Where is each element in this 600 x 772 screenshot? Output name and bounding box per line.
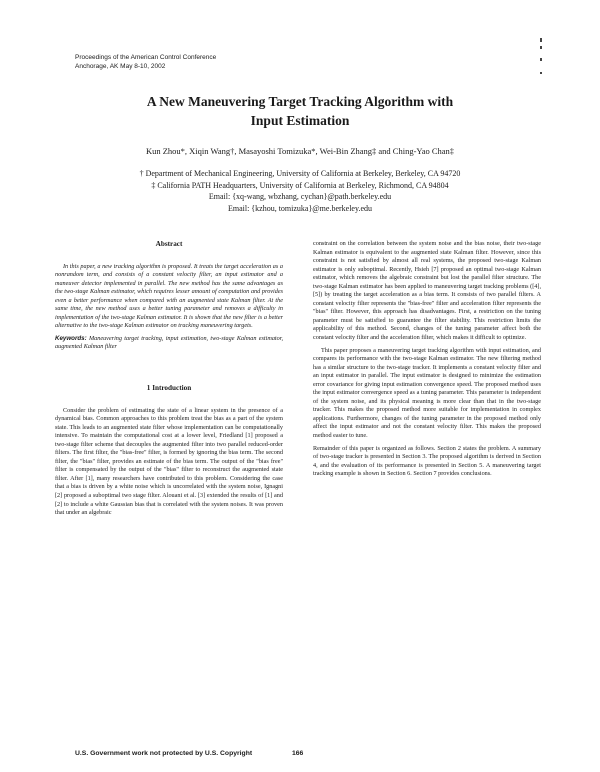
proceedings-line: Proceedings of the American Control Conference	[75, 54, 217, 61]
abstract-text: In this paper, a new tracking algorithm is proposed. It treats the target acceleration as a nonrandom term, and consists of a constant velocity filter, an input estimator and a maneuver detector implemented in parallel. The new method has the same advantages as the two-stage Kalman estimator, which requires lesser amount of computation and provides even a better performance when compared with an augmented state Kalman filter. At the same time, the new method uses a better tuning parameter and removes a difficulty in implementation of the two-stage Kalman estimator. It is shown that the new filter is a better alternative to the two-stage Kalman estimator on tracking maneuvering targets.	[55, 262, 283, 330]
margin-mark	[540, 72, 542, 74]
email-2: Email: {kzhou, tomizuka}@me.berkeley.edu	[227, 203, 373, 213]
paper-title	[60, 92, 540, 130]
proceedings-header	[75, 54, 216, 71]
abstract-heading: Abstract	[155, 240, 183, 248]
authors: Kun Zhou*, Xiqin Wang†, Masayoshi Tomizuka*, Wei-Bin Zhang‡ and Ching-Yao Chan‡	[145, 146, 455, 156]
intro-heading: 1 Introduction	[146, 384, 192, 393]
keywords-label: Keywords:	[55, 334, 87, 342]
keywords	[55, 335, 283, 352]
affiliations	[60, 168, 540, 214]
body-paragraph-3: Remainder of this paper is organized as follows. Section 2 states the problem. A summary of two-stage tracker is presented in Section 3. The proposed algorithm is derived in Section 4, and the evaluation of its performance is presented in Section 5. A maneuvering target tracking example is shown in Section 6. Section 7 provides conclusions.	[313, 444, 541, 478]
body-paragraph-1: constraint on the correlation between the system noise and the bias noise, their two-stage Kalman estimator is equivalent to the augmented state Kalman filter. However, since this constraint is not satisfied by almost all real systems, the proposed two-stage Kalman estimator is only suboptimal. Recently, Hsieh [7] proposed an optimal two-stage Kalman estimator, which removes the algebraic constraint but lost the parallel filter structure. The two-stage Kalman estimator has been applied to maneuvering target tracking problems ([4], [5]) by treating the target acceleration as a bias term. It consists of two parallel filters. A constant velocity filter represents the "bias-free" filter and acceleration filter represents the "bias" filter. However, this approach has disadvantages. First, a restriction on the tuning parameter must be satisfied to guarantee the filter stability. This restriction limits the applicability of this method. Second, changes of the tuning parameter affect both the constant velocity filter and the acceleration filter, which makes it difficult to optimize.	[313, 240, 541, 342]
affiliation-1: † Department of Mechanical Engineering, University of California at Berkeley, Berkeley, CA 94720	[139, 169, 461, 178]
left-column	[55, 240, 283, 521]
title-line-2: Input Estimation	[250, 113, 350, 128]
affiliation-2: ‡ California PATH Headquarters, University of California at Berkeley, Richmond, CA 94804	[151, 180, 449, 190]
email-1: Email: {xq-wang, wbzhang, cychan}@path.berkeley.edu	[208, 192, 392, 201]
body-paragraph-2: This paper proposes a maneuvering target tracking algorithm with input estimation, and compares its performance with the two-stage Kalman estimator. The new filtering method has a similar structure to the two-stage tracker. It implements a constant velocity filter and an input estimator in parallel. The input estimator is designed to minimize the estimation error covariance for giving input estimation convergence speed. The proposed method uses the input estimator convergence speed as a tuning parameter. This parameter is independent of the system noise, and its physical meaning is more clear than that in the two-stage tracker. This makes the proposed method more suitable for implementation in complex applications. Furthermore, changes of the tuning parameter in the proposed method only affect the input estimator and not the constant velocity filter. This makes the proposed method easier to tune.	[313, 346, 541, 440]
keywords-text: Maneuvering target tracking, input estimation, two-stage Kalman estimator, augmented Kalman filter	[55, 334, 283, 351]
copyright-notice: U.S. Government work not protected by U.S. Copyright	[75, 750, 253, 757]
intro-text: Consider the problem of estimating the state of a linear system in the presence of a dynamical bias. Common approaches to this problem treat the bias as a part of the system state. This leads to an augmented state filter whose implementation can be computationally intensive. To maintain the computational cost at a lower level, Friedland [1] proposed a two-stage filter scheme that decouples the augmented filter into two parallel reduced-order filters. The first filter, the "bias-free" filter, is formed by ignoring the bias term. The second filter, the "bias" filter, provides an estimate of the bias term. The output of the "bias free" filter is compensated by the output of the "bias" filter to reconstruct the augmented state filter. After [1], many researchers have contributed to this problem. Considering the case that a bias is driven by a white noise which is uncorrelated with the system noise, Ignagni [2] proposed a suboptimal two stage filter. Alouani et al. [3] extended the results of [1] and [2] to include a white Gaussian bias that is correlated with the system noises. It was proven that under an algebraic	[55, 406, 283, 517]
title-line-1: A New Maneuvering Target Tracking Algorithm with	[146, 94, 454, 109]
margin-mark	[540, 46, 542, 49]
margin-mark	[540, 58, 542, 61]
margin-mark	[540, 38, 542, 42]
right-column	[313, 240, 541, 482]
page-number: 166	[292, 750, 304, 757]
proceedings-date: Anchorage, AK May 8-10, 2002	[75, 62, 166, 70]
